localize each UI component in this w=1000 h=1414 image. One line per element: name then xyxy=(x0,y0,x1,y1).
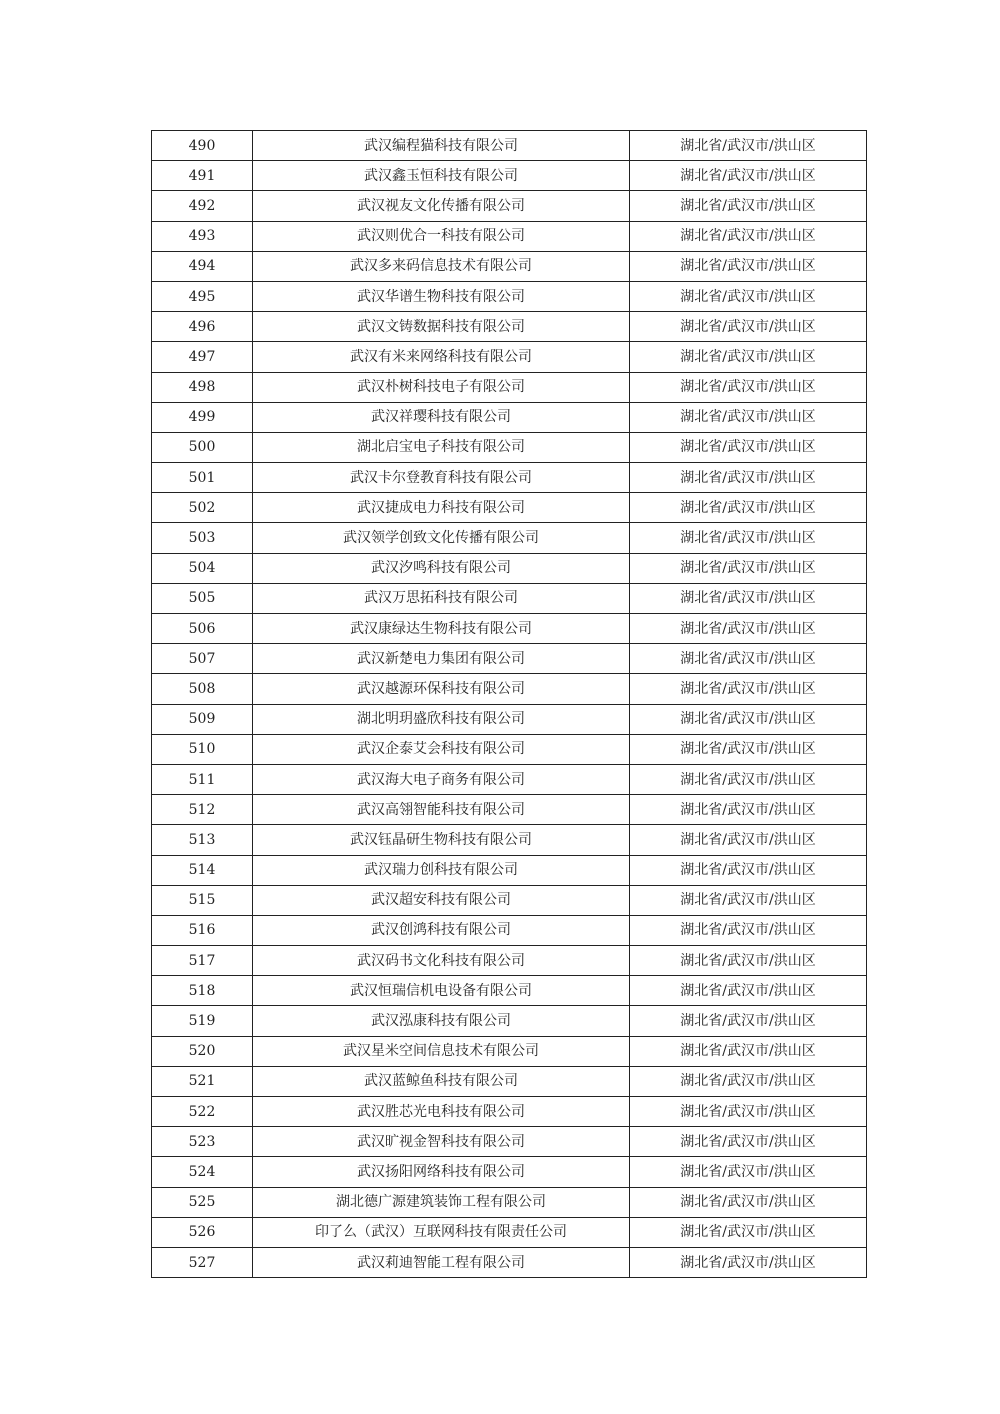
company-name-cell: 武汉越源环保科技有限公司 xyxy=(253,674,630,704)
row-number-cell: 495 xyxy=(152,281,253,311)
company-name-cell: 武汉朴树科技电子有限公司 xyxy=(253,372,630,402)
table-row xyxy=(152,946,867,976)
company-name-cell: 武汉码书文化科技有限公司 xyxy=(253,946,630,976)
region-cell: 湖北省/武汉市/洪山区 xyxy=(630,523,867,553)
row-number-cell: 498 xyxy=(152,372,253,402)
row-number-cell: 499 xyxy=(152,402,253,432)
row-number-cell: 502 xyxy=(152,493,253,523)
region-cell: 湖北省/武汉市/洪山区 xyxy=(630,402,867,432)
table-row xyxy=(152,372,867,402)
company-name-cell: 武汉康绿达生物科技有限公司 xyxy=(253,614,630,644)
row-number-cell: 527 xyxy=(152,1247,253,1277)
company-name-cell: 武汉企泰艾会科技有限公司 xyxy=(253,734,630,764)
company-name-cell: 武汉祥璎科技有限公司 xyxy=(253,402,630,432)
row-number-cell: 492 xyxy=(152,191,253,221)
table-row xyxy=(152,131,867,161)
region-cell: 湖北省/武汉市/洪山区 xyxy=(630,674,867,704)
table-row xyxy=(152,583,867,613)
company-name-cell: 武汉万思拓科技有限公司 xyxy=(253,583,630,613)
region-cell: 湖北省/武汉市/洪山区 xyxy=(630,161,867,191)
row-number-cell: 500 xyxy=(152,432,253,462)
company-name-cell: 武汉海大电子商务有限公司 xyxy=(253,764,630,794)
row-number-cell: 518 xyxy=(152,976,253,1006)
region-cell: 湖北省/武汉市/洪山区 xyxy=(630,312,867,342)
company-name-cell: 武汉则优合一科技有限公司 xyxy=(253,221,630,251)
table-row xyxy=(152,614,867,644)
region-cell: 湖北省/武汉市/洪山区 xyxy=(630,614,867,644)
region-cell: 湖北省/武汉市/洪山区 xyxy=(630,251,867,281)
region-cell: 湖北省/武汉市/洪山区 xyxy=(630,131,867,161)
company-name-cell: 武汉鑫玉恒科技有限公司 xyxy=(253,161,630,191)
row-number-cell: 523 xyxy=(152,1127,253,1157)
table-row xyxy=(152,342,867,372)
table-row xyxy=(152,493,867,523)
region-cell: 湖北省/武汉市/洪山区 xyxy=(630,463,867,493)
region-cell: 湖北省/武汉市/洪山区 xyxy=(630,1006,867,1036)
table-row xyxy=(152,825,867,855)
table-row xyxy=(152,553,867,583)
company-name-cell: 武汉视友文化传播有限公司 xyxy=(253,191,630,221)
table-row xyxy=(152,402,867,432)
row-number-cell: 526 xyxy=(152,1217,253,1247)
row-number-cell: 505 xyxy=(152,583,253,613)
region-cell: 湖北省/武汉市/洪山区 xyxy=(630,281,867,311)
region-cell: 湖北省/武汉市/洪山区 xyxy=(630,221,867,251)
region-cell: 湖北省/武汉市/洪山区 xyxy=(630,1036,867,1066)
company-name-cell: 武汉汐鸣科技有限公司 xyxy=(253,553,630,583)
row-number-cell: 504 xyxy=(152,553,253,583)
company-name-cell: 武汉旷视金智科技有限公司 xyxy=(253,1127,630,1157)
company-name-cell: 武汉华谱生物科技有限公司 xyxy=(253,281,630,311)
row-number-cell: 524 xyxy=(152,1157,253,1187)
table-row xyxy=(152,1097,867,1127)
table-row xyxy=(152,1217,867,1247)
company-name-cell: 武汉胜芯光电科技有限公司 xyxy=(253,1097,630,1127)
region-cell: 湖北省/武汉市/洪山区 xyxy=(630,915,867,945)
row-number-cell: 496 xyxy=(152,312,253,342)
region-cell: 湖北省/武汉市/洪山区 xyxy=(630,1217,867,1247)
row-number-cell: 514 xyxy=(152,855,253,885)
company-name-cell: 武汉泓康科技有限公司 xyxy=(253,1006,630,1036)
row-number-cell: 512 xyxy=(152,795,253,825)
row-number-cell: 490 xyxy=(152,131,253,161)
company-name-cell: 武汉领学创致文化传播有限公司 xyxy=(253,523,630,553)
table-row xyxy=(152,1127,867,1157)
company-name-cell: 湖北启宝电子科技有限公司 xyxy=(253,432,630,462)
table-row xyxy=(152,915,867,945)
region-cell: 湖北省/武汉市/洪山区 xyxy=(630,734,867,764)
company-name-cell: 武汉恒瑞信机电设备有限公司 xyxy=(253,976,630,1006)
region-cell: 湖北省/武汉市/洪山区 xyxy=(630,583,867,613)
company-name-cell: 武汉星米空间信息技术有限公司 xyxy=(253,1036,630,1066)
company-name-cell: 武汉多来码信息技术有限公司 xyxy=(253,251,630,281)
row-number-cell: 506 xyxy=(152,614,253,644)
table-row xyxy=(152,191,867,221)
row-number-cell: 519 xyxy=(152,1006,253,1036)
row-number-cell: 508 xyxy=(152,674,253,704)
row-number-cell: 513 xyxy=(152,825,253,855)
table-row xyxy=(152,463,867,493)
region-cell: 湖北省/武汉市/洪山区 xyxy=(630,1127,867,1157)
table-row xyxy=(152,795,867,825)
region-cell: 湖北省/武汉市/洪山区 xyxy=(630,976,867,1006)
row-number-cell: 521 xyxy=(152,1066,253,1096)
table-row xyxy=(152,281,867,311)
region-cell: 湖北省/武汉市/洪山区 xyxy=(630,372,867,402)
region-cell: 湖北省/武汉市/洪山区 xyxy=(630,432,867,462)
table-row xyxy=(152,251,867,281)
region-cell: 湖北省/武汉市/洪山区 xyxy=(630,1247,867,1277)
company-name-cell: 武汉卡尔登教育科技有限公司 xyxy=(253,463,630,493)
table-row xyxy=(152,704,867,734)
region-cell: 湖北省/武汉市/洪山区 xyxy=(630,825,867,855)
row-number-cell: 501 xyxy=(152,463,253,493)
table-row xyxy=(152,764,867,794)
company-name-cell: 武汉瑞力创科技有限公司 xyxy=(253,855,630,885)
row-number-cell: 493 xyxy=(152,221,253,251)
company-name-cell: 武汉超安科技有限公司 xyxy=(253,885,630,915)
region-cell: 湖北省/武汉市/洪山区 xyxy=(630,342,867,372)
table-row xyxy=(152,885,867,915)
table-row xyxy=(152,644,867,674)
region-cell: 湖北省/武汉市/洪山区 xyxy=(630,885,867,915)
region-cell: 湖北省/武汉市/洪山区 xyxy=(630,1066,867,1096)
row-number-cell: 515 xyxy=(152,885,253,915)
region-cell: 湖北省/武汉市/洪山区 xyxy=(630,644,867,674)
table-row xyxy=(152,221,867,251)
table-row xyxy=(152,734,867,764)
table-row xyxy=(152,855,867,885)
row-number-cell: 522 xyxy=(152,1097,253,1127)
company-list-table xyxy=(151,130,867,1278)
company-name-cell: 武汉创鸿科技有限公司 xyxy=(253,915,630,945)
row-number-cell: 516 xyxy=(152,915,253,945)
table-body xyxy=(152,131,867,1278)
region-cell: 湖北省/武汉市/洪山区 xyxy=(630,795,867,825)
company-name-cell: 武汉有米来网络科技有限公司 xyxy=(253,342,630,372)
region-cell: 湖北省/武汉市/洪山区 xyxy=(630,1157,867,1187)
region-cell: 湖北省/武汉市/洪山区 xyxy=(630,704,867,734)
table-row xyxy=(152,432,867,462)
table-row xyxy=(152,1066,867,1096)
company-name-cell: 武汉扬阳网络科技有限公司 xyxy=(253,1157,630,1187)
table-row xyxy=(152,1036,867,1066)
row-number-cell: 511 xyxy=(152,764,253,794)
region-cell: 湖北省/武汉市/洪山区 xyxy=(630,1097,867,1127)
table-row xyxy=(152,161,867,191)
row-number-cell: 517 xyxy=(152,946,253,976)
table-row xyxy=(152,523,867,553)
company-name-cell: 湖北明玥盛欣科技有限公司 xyxy=(253,704,630,734)
region-cell: 湖北省/武汉市/洪山区 xyxy=(630,553,867,583)
region-cell: 湖北省/武汉市/洪山区 xyxy=(630,191,867,221)
table-row xyxy=(152,1157,867,1187)
table-row xyxy=(152,1187,867,1217)
row-number-cell: 520 xyxy=(152,1036,253,1066)
company-name-cell: 武汉文铸数据科技有限公司 xyxy=(253,312,630,342)
table-row xyxy=(152,976,867,1006)
company-name-cell: 武汉新楚电力集团有限公司 xyxy=(253,644,630,674)
company-name-cell: 武汉莉迪智能工程有限公司 xyxy=(253,1247,630,1277)
row-number-cell: 497 xyxy=(152,342,253,372)
row-number-cell: 525 xyxy=(152,1187,253,1217)
company-name-cell: 武汉高翎智能科技有限公司 xyxy=(253,795,630,825)
table-row xyxy=(152,312,867,342)
company-name-cell: 印了么（武汉）互联网科技有限责任公司 xyxy=(253,1217,630,1247)
row-number-cell: 507 xyxy=(152,644,253,674)
table-row xyxy=(152,674,867,704)
table-row xyxy=(152,1006,867,1036)
region-cell: 湖北省/武汉市/洪山区 xyxy=(630,493,867,523)
row-number-cell: 510 xyxy=(152,734,253,764)
company-name-cell: 湖北德广源建筑装饰工程有限公司 xyxy=(253,1187,630,1217)
company-name-cell: 武汉捷成电力科技有限公司 xyxy=(253,493,630,523)
row-number-cell: 494 xyxy=(152,251,253,281)
row-number-cell: 491 xyxy=(152,161,253,191)
region-cell: 湖北省/武汉市/洪山区 xyxy=(630,1187,867,1217)
company-name-cell: 武汉蓝鲸鱼科技有限公司 xyxy=(253,1066,630,1096)
table-row xyxy=(152,1247,867,1277)
row-number-cell: 503 xyxy=(152,523,253,553)
row-number-cell: 509 xyxy=(152,704,253,734)
region-cell: 湖北省/武汉市/洪山区 xyxy=(630,946,867,976)
company-name-cell: 武汉钰晶研生物科技有限公司 xyxy=(253,825,630,855)
region-cell: 湖北省/武汉市/洪山区 xyxy=(630,855,867,885)
company-name-cell: 武汉编程猫科技有限公司 xyxy=(253,131,630,161)
region-cell: 湖北省/武汉市/洪山区 xyxy=(630,764,867,794)
